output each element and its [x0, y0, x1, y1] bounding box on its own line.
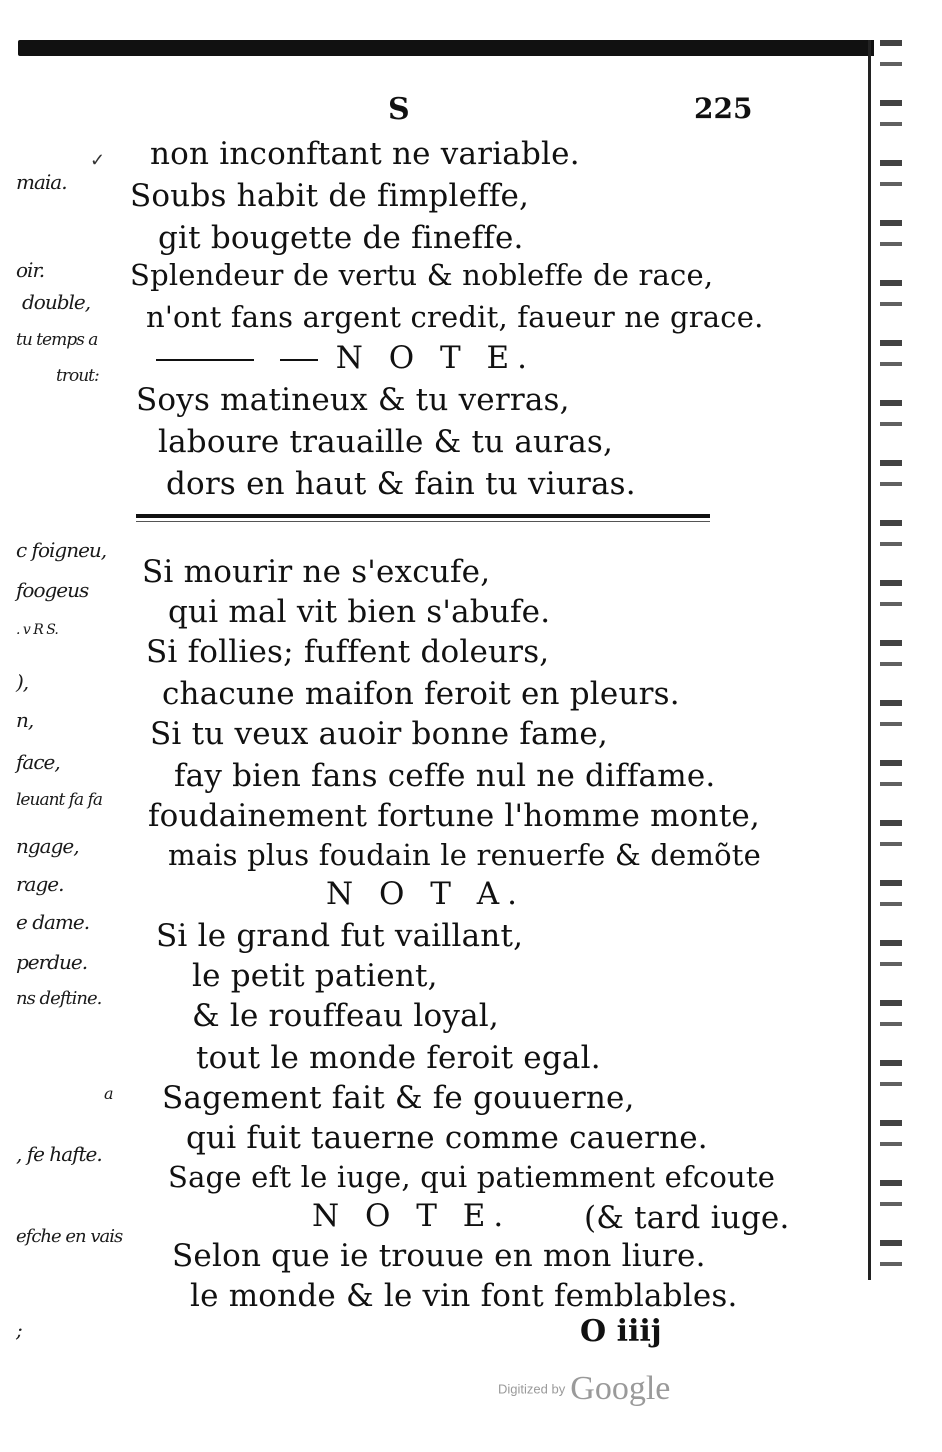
verse-line: fay bien fans ceffe nul ne diffame.	[174, 758, 716, 794]
margin-fragment: trout:	[56, 366, 99, 386]
verse-line: Soys matineux & tu verras,	[136, 382, 570, 418]
verse-line: Splendeur de vertu & nobleffe de race,	[130, 258, 714, 292]
margin-fragment: a	[104, 1084, 113, 1103]
verse-line: chacune maifon feroit en pleurs.	[162, 676, 680, 712]
margin-fragment: ),	[16, 670, 29, 694]
margin-fragment: maia.	[16, 170, 67, 194]
verse-line: foudainement fortune l'homme monte,	[148, 798, 760, 834]
section-divider	[136, 514, 710, 518]
margin-fragment: e dame.	[16, 910, 90, 934]
watermark-prefix: Digitized by	[498, 1381, 566, 1397]
margin-fragment: ns deftine.	[16, 988, 102, 1009]
verse-line: non inconftant ne variable.	[150, 136, 580, 172]
margin-fragment: double,	[22, 290, 91, 314]
margin-fragment: tu temps a	[16, 330, 98, 350]
section-heading-nota: N O T A.	[326, 876, 526, 912]
heading-dash	[280, 359, 318, 361]
heading-dash	[156, 359, 254, 361]
digitized-watermark	[498, 1370, 670, 1408]
check-mark-icon: ✓	[90, 150, 106, 171]
margin-fragment: c foigneu,	[16, 538, 107, 562]
verse-line: git bougette de fineffe.	[158, 220, 524, 256]
verse-line: dors en haut & fain tu viuras.	[166, 466, 636, 502]
margin-fragment: foogeus	[16, 578, 89, 602]
verse-line: laboure trauaille & tu auras,	[158, 424, 614, 460]
verse-line-continuation: (& tard iuge.	[584, 1200, 790, 1236]
verse-line: Selon que ie trouue en mon liure.	[172, 1238, 706, 1274]
margin-fragment: n,	[16, 708, 34, 732]
verse-line: Si le grand fut vaillant,	[156, 918, 524, 954]
margin-fragment: leuant fa fa	[16, 790, 103, 810]
margin-fragment: efche en vais	[16, 1226, 123, 1247]
margin-fragment: face,	[16, 750, 60, 774]
verse-line: mais plus foudain le renuerfe & demõte	[168, 838, 761, 872]
margin-fragment: ngage,	[16, 834, 79, 858]
margin-fragment: . v R S.	[16, 622, 58, 638]
verse-line: le petit patient,	[192, 958, 438, 994]
page-number: 225	[694, 92, 753, 125]
verse-line: Si mourir ne s'excufe,	[142, 554, 491, 590]
verse-line: le monde & le vin font femblables.	[190, 1278, 738, 1314]
margin-fragment: perdue.	[16, 950, 88, 974]
google-logo-icon: Google	[570, 1370, 671, 1407]
verse-line: Sage eft le iuge, qui patiemment efcoute	[168, 1160, 776, 1194]
verse-line: n'ont fans argent credit, faueur ne grace.	[146, 300, 764, 334]
verse-line: qui mal vit bien s'abufe.	[168, 594, 551, 630]
signature-mark: S	[388, 92, 410, 127]
top-border-rule	[18, 40, 874, 56]
verse-line: Soubs habit de fimpleffe,	[130, 178, 530, 214]
verse-line: qui fuit tauerne comme cauerne.	[186, 1120, 708, 1156]
verse-line: tout le monde feroit egal.	[196, 1040, 601, 1076]
margin-fragment: , fe hafte.	[16, 1142, 102, 1166]
section-heading-note: N O T E.	[312, 1198, 512, 1234]
catchword-signature: O iiij	[580, 1314, 662, 1349]
verse-line: Si follies; fuffent doleurs,	[146, 634, 550, 670]
bleed-through-spine	[880, 40, 902, 1290]
margin-fragment: oir.	[16, 258, 45, 282]
section-divider-thin	[136, 521, 710, 522]
margin-fragment: ;	[16, 1318, 22, 1342]
verse-line: Sagement fait & fe gouuerne,	[162, 1080, 635, 1116]
verse-line: & le rouffeau loyal,	[192, 998, 499, 1034]
section-heading-note: N O T E.	[156, 340, 535, 376]
margin-fragment: rage.	[16, 872, 64, 896]
verse-line: Si tu veux auoir bonne fame,	[150, 716, 608, 752]
